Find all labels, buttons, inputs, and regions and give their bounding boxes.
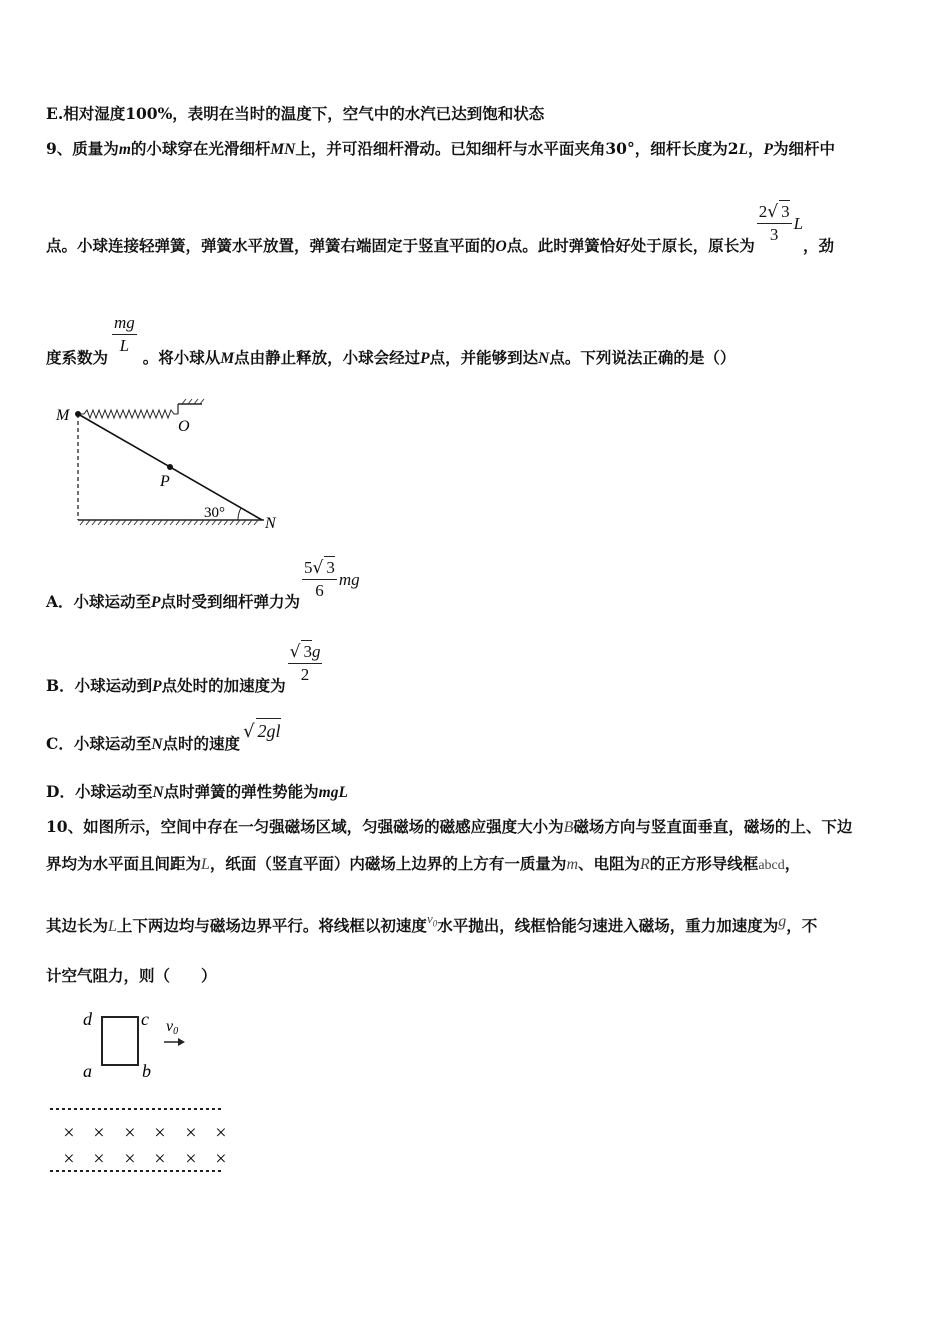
q10-text: 水平抛出，线框恰能匀速进入磁场，重力加速度为 xyxy=(437,916,779,935)
var-l: L xyxy=(738,141,748,158)
fraction-numerator: mg xyxy=(112,312,137,335)
var-v-sub: 0 xyxy=(432,918,438,929)
q10-magnetic-field-diagram xyxy=(46,1005,246,1180)
square-frame xyxy=(102,1017,138,1065)
q10-text: 10、如图所示，空间中存在一匀强磁场区域，匀强磁场的磁感应强度大小为 xyxy=(46,817,564,836)
frac-num-coef: 2 xyxy=(758,202,768,221)
sqrt-radicand: 2gl xyxy=(256,718,281,743)
field-cross: × xyxy=(123,1148,137,1170)
label-b: b xyxy=(142,1061,151,1081)
q9-text: 点。下列说法正确的是（） xyxy=(549,347,736,367)
fraction-denominator: 3 xyxy=(769,225,779,244)
field-cross: × xyxy=(214,1148,228,1170)
q10-text: 磁场方向与竖直面垂直，磁场的上、下边 xyxy=(573,817,853,836)
label-angle: 30° xyxy=(204,505,225,521)
q10-text: ，不 xyxy=(786,916,818,935)
label-d: d xyxy=(83,1009,92,1029)
field-cross: × xyxy=(123,1122,137,1144)
option-a-prefix: A．小球运动至 xyxy=(46,592,152,611)
var-abcd: abcd xyxy=(758,858,785,873)
fraction-numerator xyxy=(302,556,337,580)
fraction-stiffness xyxy=(112,312,137,357)
velocity-arrow-head xyxy=(178,1038,185,1046)
q9-text: 的小球穿在光滑细杆 xyxy=(130,139,271,158)
var-l-tail: L xyxy=(793,214,804,233)
q10-line-2 xyxy=(46,852,800,874)
q10-line-4: 计空气阻力，则（ ） xyxy=(46,966,217,985)
field-cross: × xyxy=(214,1122,228,1144)
q8-option-e: E.相对湿度100%，表明在当时的温度下，空气中的水汽已达到饱和状态 xyxy=(46,104,545,123)
q9-text: ， xyxy=(747,139,764,158)
wall-hatching xyxy=(182,399,204,404)
field-cross: × xyxy=(92,1148,106,1170)
fraction-denominator: 2 xyxy=(300,665,310,684)
var-o: O xyxy=(495,238,507,255)
option-c-var: N xyxy=(151,736,163,753)
option-a-tail: mg xyxy=(338,570,360,589)
option-c-sqrt xyxy=(243,718,281,744)
q9-option-a xyxy=(46,556,360,611)
angle-arc xyxy=(238,508,241,520)
label-p: P xyxy=(160,473,170,490)
var-b: B xyxy=(563,819,574,836)
fraction-numerator xyxy=(288,640,323,664)
q9-option-c xyxy=(46,718,281,752)
var-r: R xyxy=(640,856,650,873)
option-a-var: P xyxy=(151,594,161,611)
radical-sign: √ xyxy=(312,558,324,578)
var-l: L xyxy=(201,856,210,873)
field-cross: × xyxy=(62,1148,76,1170)
q10-text: 上下两边均与磁场边界平行。将线框以初速度 xyxy=(116,916,427,935)
option-d-tail: mgL xyxy=(318,784,348,801)
option-d-prefix: D．小球运动至 xyxy=(46,782,153,801)
q10-line-1 xyxy=(46,815,852,837)
field-crosses xyxy=(62,1122,228,1170)
fraction-denominator: L xyxy=(119,336,130,355)
var-m-point: M xyxy=(220,349,235,367)
q9-text: 质量为 xyxy=(72,139,119,158)
field-cross: × xyxy=(184,1148,198,1170)
var-l: L xyxy=(108,918,117,935)
q9-option-d xyxy=(46,780,348,802)
spring xyxy=(78,410,178,418)
q10-text: ， xyxy=(784,854,801,873)
label-a: a xyxy=(83,1061,92,1081)
q9-line-2 xyxy=(46,200,834,254)
radical-sign: √ xyxy=(767,202,779,222)
option-d-var: N xyxy=(152,784,164,801)
q10-line-3 xyxy=(46,911,818,937)
var-m: m xyxy=(566,856,578,873)
option-b-var: P xyxy=(152,678,162,695)
label-v-sub: 0 xyxy=(173,1026,179,1037)
q9-line-3 xyxy=(46,312,736,367)
frac-num-g: g xyxy=(311,642,321,661)
point-m-dot xyxy=(75,411,81,417)
option-d-text: 点时弹簧的弹性势能为 xyxy=(163,782,319,801)
label-v: v xyxy=(166,1018,174,1035)
q9-text: 点。此时弹簧恰好处于原长，原长为 xyxy=(506,236,755,255)
q9-line-1 xyxy=(46,137,835,159)
field-cross: × xyxy=(184,1122,198,1144)
q9-text: 点由静止释放，小球会经过 xyxy=(234,347,421,367)
q10-text: 其边长为 xyxy=(46,916,109,935)
var-p: P xyxy=(763,141,773,158)
q9-text: ，劲 xyxy=(803,236,835,255)
option-a-fraction xyxy=(302,556,337,602)
point-p-dot xyxy=(167,464,173,470)
var-n: N xyxy=(538,349,550,367)
fraction-denominator: 6 xyxy=(315,581,324,600)
q10-text: 的正方形导线框 xyxy=(649,854,759,873)
label-o: O xyxy=(178,418,190,435)
q9-text: 上，并可沿细杆滑动。已知细杆与水平面夹角30°，细杆长度为2 xyxy=(295,139,739,158)
q9-text: 点，并能够到达 xyxy=(429,347,539,367)
option-c-prefix: C．小球运动至 xyxy=(46,734,152,753)
field-cross: × xyxy=(62,1122,76,1144)
option-a-text: 点时受到细杆弹力为 xyxy=(160,592,301,611)
option-b-fraction xyxy=(288,640,323,686)
var-m: m xyxy=(118,141,131,158)
label-c: c xyxy=(141,1009,149,1029)
var-v: v xyxy=(426,911,433,926)
field-cross: × xyxy=(153,1122,167,1144)
label-m: M xyxy=(56,407,70,424)
option-c-text: 点时的速度 xyxy=(162,734,241,753)
radical-sign: √ xyxy=(243,721,255,742)
field-cross: × xyxy=(153,1148,167,1170)
option-b-text: 点处时的加速度为 xyxy=(161,676,286,695)
radical-sign: √ xyxy=(289,642,301,662)
label-v0 xyxy=(166,1018,178,1037)
q9-text: 点。小球连接轻弹簧，弹簧水平放置，弹簧右端固定于竖直平面的 xyxy=(46,236,496,255)
q9-number: 9、 xyxy=(46,139,73,158)
q10-text: 界均为水平面且间距为 xyxy=(46,854,202,873)
frac-radicand: 3 xyxy=(303,642,312,661)
fraction-spring-length xyxy=(757,200,792,246)
var-p: P xyxy=(420,349,430,367)
var-mn: MN xyxy=(270,141,296,158)
option-b-prefix: B．小球运动到 xyxy=(46,676,153,695)
frac-radicand: 3 xyxy=(781,202,790,221)
q10-text: 、电阻为 xyxy=(578,854,641,873)
field-cross: × xyxy=(92,1122,106,1144)
var-v0 xyxy=(426,911,438,929)
q9-text: 度系数为 xyxy=(46,347,109,367)
q9-option-b xyxy=(46,640,324,695)
frac-num-coef: 5 xyxy=(304,558,313,577)
label-n: N xyxy=(265,515,276,532)
frac-radicand: 3 xyxy=(326,558,335,577)
fraction-numerator xyxy=(757,200,792,224)
q10-text: ，纸面（竖直平面）内磁场上边界的上方有一质量为 xyxy=(209,854,567,873)
q9-incline-diagram xyxy=(52,398,292,538)
q9-text: 。将小球从 xyxy=(142,347,221,367)
q9-text: 为细杆中 xyxy=(772,139,835,158)
var-g: g xyxy=(778,913,787,930)
